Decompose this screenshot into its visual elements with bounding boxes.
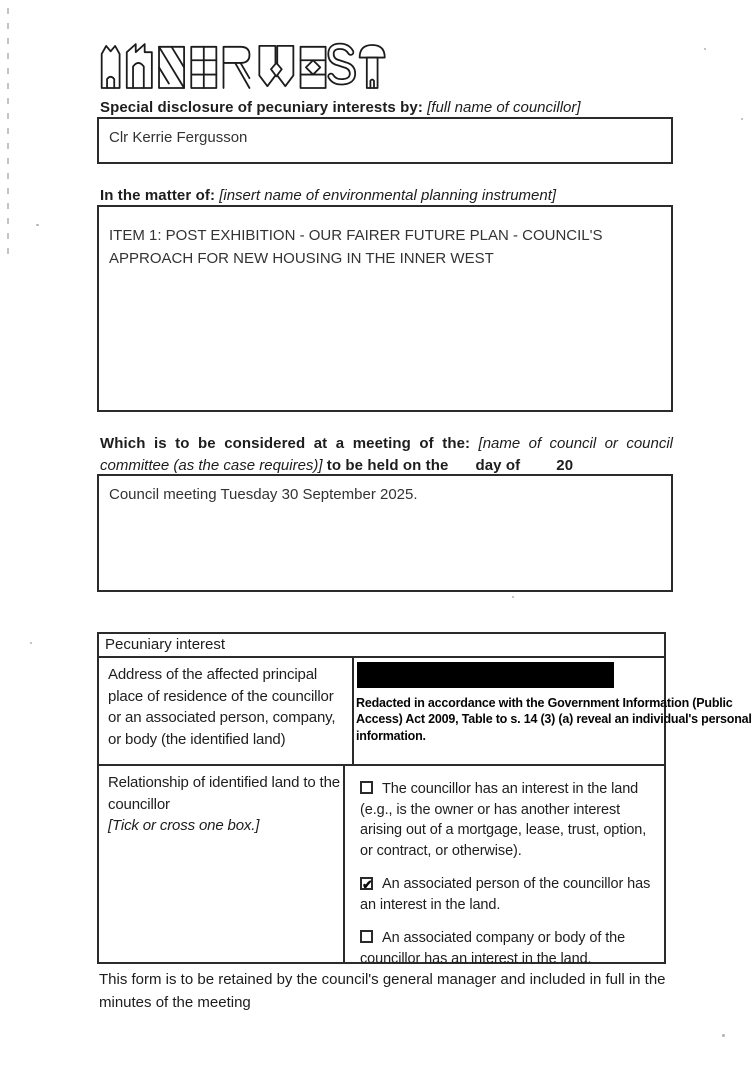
matter-label-hint: [insert name of environmental planning instrument] bbox=[219, 187, 557, 204]
meeting-field[interactable] bbox=[97, 474, 673, 592]
relationship-row bbox=[99, 764, 664, 968]
checkbox-associated-person[interactable]: ✔ bbox=[362, 877, 373, 893]
meeting-value: Council meeting Tuesday 30 September 2025. bbox=[109, 486, 418, 503]
relationship-options-cell bbox=[343, 766, 664, 968]
relationship-label-text: Relationship of identified land to the councillor bbox=[108, 774, 340, 813]
inner-west-logo-glyphs bbox=[99, 42, 391, 91]
meeting-label-hint: [name of council or council committee (as the case requires)] bbox=[100, 435, 674, 474]
matter-label bbox=[100, 185, 675, 206]
option-councillor-interest-text: The councillor has an interest in the land (e.g., is the owner or has another interest arising out of a mortgage, lease, trust, option, or contract, or otherwise). bbox=[360, 781, 647, 859]
disclosure-label-hint: [full name of councillor] bbox=[427, 99, 581, 116]
pecuniary-interest-table bbox=[97, 632, 752, 968]
option-councillor-interest[interactable] bbox=[360, 779, 656, 861]
scan-speck bbox=[741, 118, 743, 120]
redaction-bar bbox=[357, 662, 614, 688]
meeting-label bbox=[100, 433, 673, 477]
scan-speck bbox=[30, 642, 32, 644]
option-associated-company[interactable] bbox=[360, 928, 656, 969]
meeting-label-day-of: day of bbox=[475, 456, 521, 474]
scan-edge-artifact bbox=[7, 8, 9, 260]
meeting-label-year: 20 bbox=[556, 456, 574, 474]
relationship-row-label bbox=[99, 766, 343, 962]
relationship-instruction: [Tick or cross one box.] bbox=[108, 817, 260, 835]
matter-field[interactable] bbox=[97, 205, 673, 412]
redaction-note: Redacted in accordance with the Government Information (Public Access) Act 2009, Table to s. 14 (3) (a) reveal an individual's personal information. bbox=[356, 696, 752, 743]
checkbox-associated-company[interactable] bbox=[360, 930, 373, 943]
councillor-name-field[interactable] bbox=[97, 117, 673, 164]
scan-speck bbox=[704, 48, 706, 50]
meeting-label-suffix: to be held on the bbox=[326, 456, 449, 474]
form-retention-note: This form is to be retained by the council's general manager and included in full in the minutes of the meeting bbox=[99, 971, 666, 1011]
scan-speck bbox=[512, 596, 514, 598]
option-associated-person[interactable] bbox=[360, 874, 656, 915]
matter-value: ITEM 1: POST EXHIBITION - OUR FAIRER FUTURE PLAN - COUNCIL'S APPROACH FOR NEW HOUSING IN THE INNER WEST bbox=[109, 227, 603, 268]
scan-speck bbox=[36, 224, 39, 226]
option-associated-company-text: An associated company or body of the councillor has an interest in the land. bbox=[360, 930, 626, 968]
meeting-label-text: Which is to be considered at a meeting of the: bbox=[100, 435, 471, 452]
option-associated-person-text: An associated person of the councillor has an interest in the land. bbox=[360, 876, 651, 913]
councillor-name-value: Clr Kerrie Fergusson bbox=[109, 129, 248, 146]
table-header: Pecuniary interest bbox=[105, 636, 226, 653]
scan-speck bbox=[722, 1034, 725, 1037]
inner-west-logo bbox=[99, 42, 391, 96]
disclosure-label-text: Special disclosure of pecuniary interests by: bbox=[100, 99, 423, 116]
address-row-value-cell bbox=[352, 658, 752, 764]
address-row bbox=[99, 656, 752, 764]
address-row-label: Address of the affected principal place of residence of the councillor or an associated person, company, or body (the identified land) bbox=[108, 666, 336, 748]
disclosure-label bbox=[100, 97, 675, 118]
matter-label-text: In the matter of: bbox=[100, 187, 216, 204]
checkbox-councillor-interest[interactable] bbox=[360, 781, 373, 794]
